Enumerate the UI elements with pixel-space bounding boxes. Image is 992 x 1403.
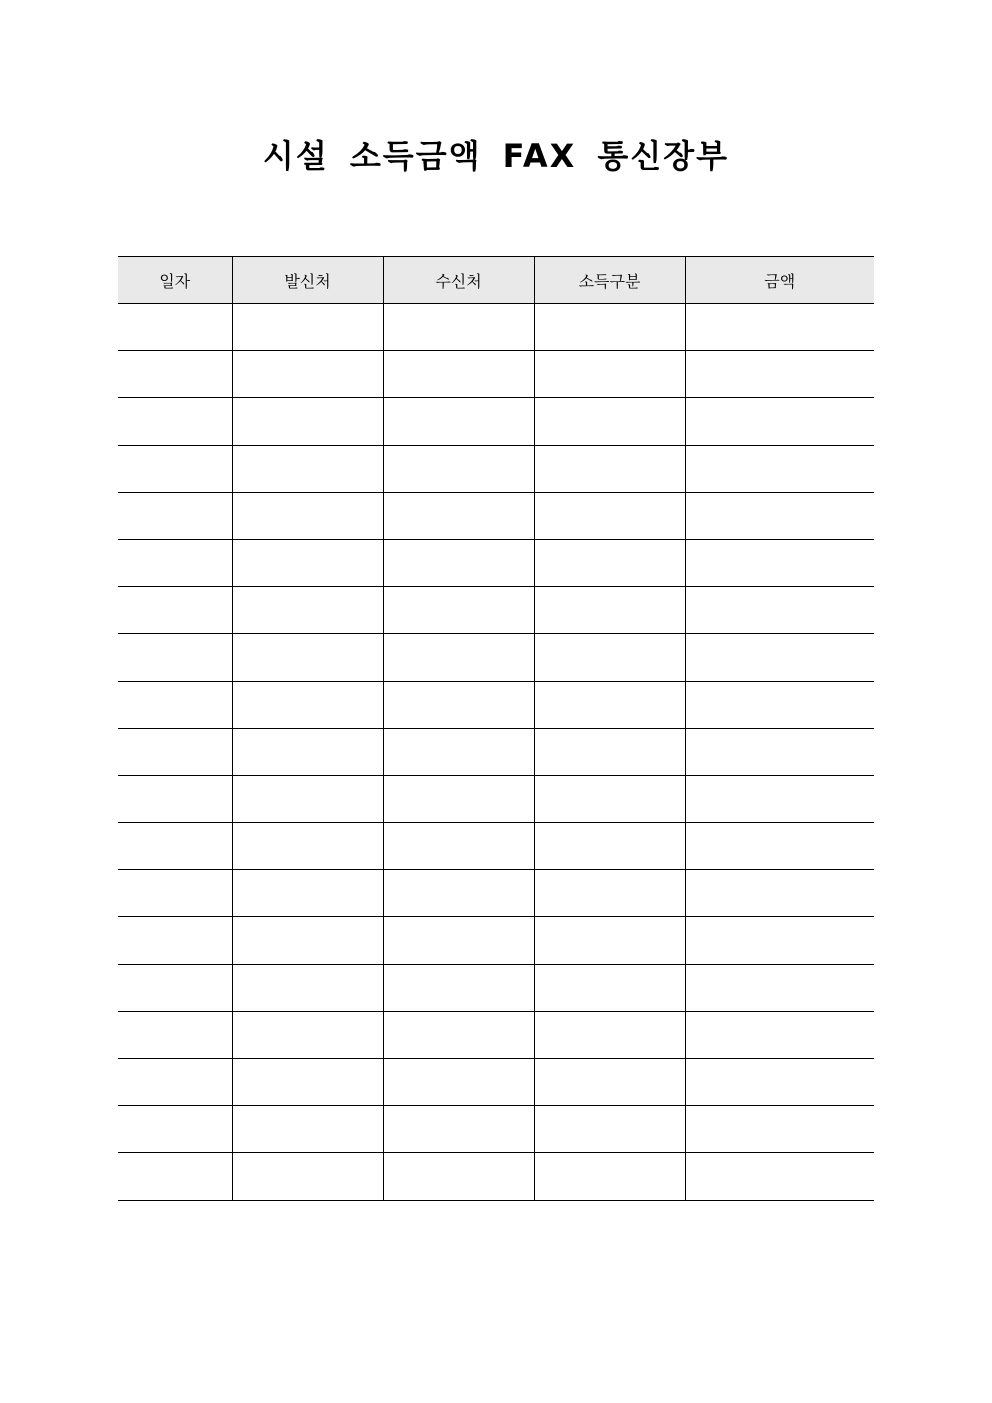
table-row	[118, 681, 874, 728]
income-type-cell[interactable]	[534, 964, 685, 1011]
amount-cell[interactable]	[685, 1153, 874, 1200]
amount-cell[interactable]	[685, 1106, 874, 1153]
date-cell[interactable]	[118, 351, 232, 398]
date-cell[interactable]	[118, 634, 232, 681]
date-cell[interactable]	[118, 775, 232, 822]
table-row	[118, 775, 874, 822]
date-cell[interactable]	[118, 1153, 232, 1200]
table-row	[118, 634, 874, 681]
recipient-cell[interactable]	[383, 351, 534, 398]
income-type-cell[interactable]	[534, 775, 685, 822]
date-cell[interactable]	[118, 1059, 232, 1106]
recipient-cell[interactable]	[383, 728, 534, 775]
income-type-cell[interactable]	[534, 1059, 685, 1106]
date-cell[interactable]	[118, 445, 232, 492]
table-row	[118, 1106, 874, 1153]
income-type-cell[interactable]	[534, 823, 685, 870]
table-row	[118, 351, 874, 398]
table-header	[118, 257, 874, 304]
column-header-amount: 금액	[685, 257, 874, 304]
sender-cell[interactable]	[232, 870, 383, 917]
table-row	[118, 728, 874, 775]
income-type-cell[interactable]	[534, 304, 685, 351]
date-cell[interactable]	[118, 539, 232, 586]
table-row	[118, 587, 874, 634]
recipient-cell[interactable]	[383, 1106, 534, 1153]
recipient-cell[interactable]	[383, 445, 534, 492]
recipient-cell[interactable]	[383, 1059, 534, 1106]
table-row	[118, 870, 874, 917]
amount-cell[interactable]	[685, 964, 874, 1011]
sender-cell[interactable]	[232, 587, 383, 634]
amount-cell[interactable]	[685, 445, 874, 492]
amount-cell[interactable]	[685, 775, 874, 822]
income-type-cell[interactable]	[534, 1106, 685, 1153]
recipient-cell[interactable]	[383, 587, 534, 634]
amount-cell[interactable]	[685, 398, 874, 445]
table-row	[118, 304, 874, 351]
amount-cell[interactable]	[685, 304, 874, 351]
sender-cell[interactable]	[232, 964, 383, 1011]
income-type-cell[interactable]	[534, 634, 685, 681]
document-title: 시설 소득금액 FAX 통신장부	[262, 137, 730, 175]
sender-cell[interactable]	[232, 445, 383, 492]
column-header-income-type: 소득구분	[534, 257, 685, 304]
sender-cell[interactable]	[232, 917, 383, 964]
sender-cell[interactable]	[232, 398, 383, 445]
table-row	[118, 1011, 874, 1058]
recipient-cell[interactable]	[383, 492, 534, 539]
date-cell[interactable]	[118, 823, 232, 870]
recipient-cell[interactable]	[383, 775, 534, 822]
sender-cell[interactable]	[232, 823, 383, 870]
sender-cell[interactable]	[232, 1059, 383, 1106]
table-body	[118, 304, 874, 1201]
income-type-cell[interactable]	[534, 398, 685, 445]
date-cell[interactable]	[118, 1106, 232, 1153]
column-header-sender: 발신처	[232, 257, 383, 304]
income-type-cell[interactable]	[534, 728, 685, 775]
table-row	[118, 917, 874, 964]
recipient-cell[interactable]	[383, 634, 534, 681]
sender-cell[interactable]	[232, 1011, 383, 1058]
sender-cell[interactable]	[232, 681, 383, 728]
sender-cell[interactable]	[232, 775, 383, 822]
income-type-cell[interactable]	[534, 870, 685, 917]
income-type-cell[interactable]	[534, 1011, 685, 1058]
table-row	[118, 492, 874, 539]
income-type-cell[interactable]	[534, 1153, 685, 1200]
header-row	[118, 257, 874, 304]
amount-cell[interactable]	[685, 1059, 874, 1106]
amount-cell[interactable]	[685, 823, 874, 870]
recipient-cell[interactable]	[383, 870, 534, 917]
recipient-cell[interactable]	[383, 681, 534, 728]
date-cell[interactable]	[118, 964, 232, 1011]
recipient-cell[interactable]	[383, 398, 534, 445]
recipient-cell[interactable]	[383, 917, 534, 964]
amount-cell[interactable]	[685, 917, 874, 964]
income-type-cell[interactable]	[534, 492, 685, 539]
income-type-cell[interactable]	[534, 587, 685, 634]
income-type-cell[interactable]	[534, 917, 685, 964]
sender-cell[interactable]	[232, 492, 383, 539]
date-cell[interactable]	[118, 398, 232, 445]
date-cell[interactable]	[118, 728, 232, 775]
income-type-cell[interactable]	[534, 681, 685, 728]
amount-cell[interactable]	[685, 870, 874, 917]
fax-log-table	[118, 256, 874, 1201]
date-cell[interactable]	[118, 870, 232, 917]
table-row	[118, 823, 874, 870]
amount-cell[interactable]	[685, 492, 874, 539]
table-row	[118, 1153, 874, 1200]
sender-cell[interactable]	[232, 728, 383, 775]
amount-cell[interactable]	[685, 634, 874, 681]
recipient-cell[interactable]	[383, 539, 534, 586]
date-cell[interactable]	[118, 304, 232, 351]
sender-cell[interactable]	[232, 634, 383, 681]
amount-cell[interactable]	[685, 587, 874, 634]
date-cell[interactable]	[118, 681, 232, 728]
amount-cell[interactable]	[685, 351, 874, 398]
amount-cell[interactable]	[685, 728, 874, 775]
recipient-cell[interactable]	[383, 1153, 534, 1200]
recipient-cell[interactable]	[383, 964, 534, 1011]
amount-cell[interactable]	[685, 1011, 874, 1058]
sender-cell[interactable]	[232, 304, 383, 351]
table-row	[118, 1059, 874, 1106]
date-cell[interactable]	[118, 917, 232, 964]
recipient-cell[interactable]	[383, 304, 534, 351]
income-type-cell[interactable]	[534, 539, 685, 586]
date-cell[interactable]	[118, 587, 232, 634]
table-row	[118, 398, 874, 445]
table-row	[118, 964, 874, 1011]
sender-cell[interactable]	[232, 539, 383, 586]
amount-cell[interactable]	[685, 539, 874, 586]
date-cell[interactable]	[118, 492, 232, 539]
amount-cell[interactable]	[685, 681, 874, 728]
income-type-cell[interactable]	[534, 351, 685, 398]
sender-cell[interactable]	[232, 1106, 383, 1153]
recipient-cell[interactable]	[383, 823, 534, 870]
table-row	[118, 539, 874, 586]
income-type-cell[interactable]	[534, 445, 685, 492]
sender-cell[interactable]	[232, 1153, 383, 1200]
sender-cell[interactable]	[232, 351, 383, 398]
date-cell[interactable]	[118, 1011, 232, 1058]
column-header-date: 일자	[118, 257, 232, 304]
column-header-recipient: 수신처	[383, 257, 534, 304]
recipient-cell[interactable]	[383, 1011, 534, 1058]
table-row	[118, 445, 874, 492]
